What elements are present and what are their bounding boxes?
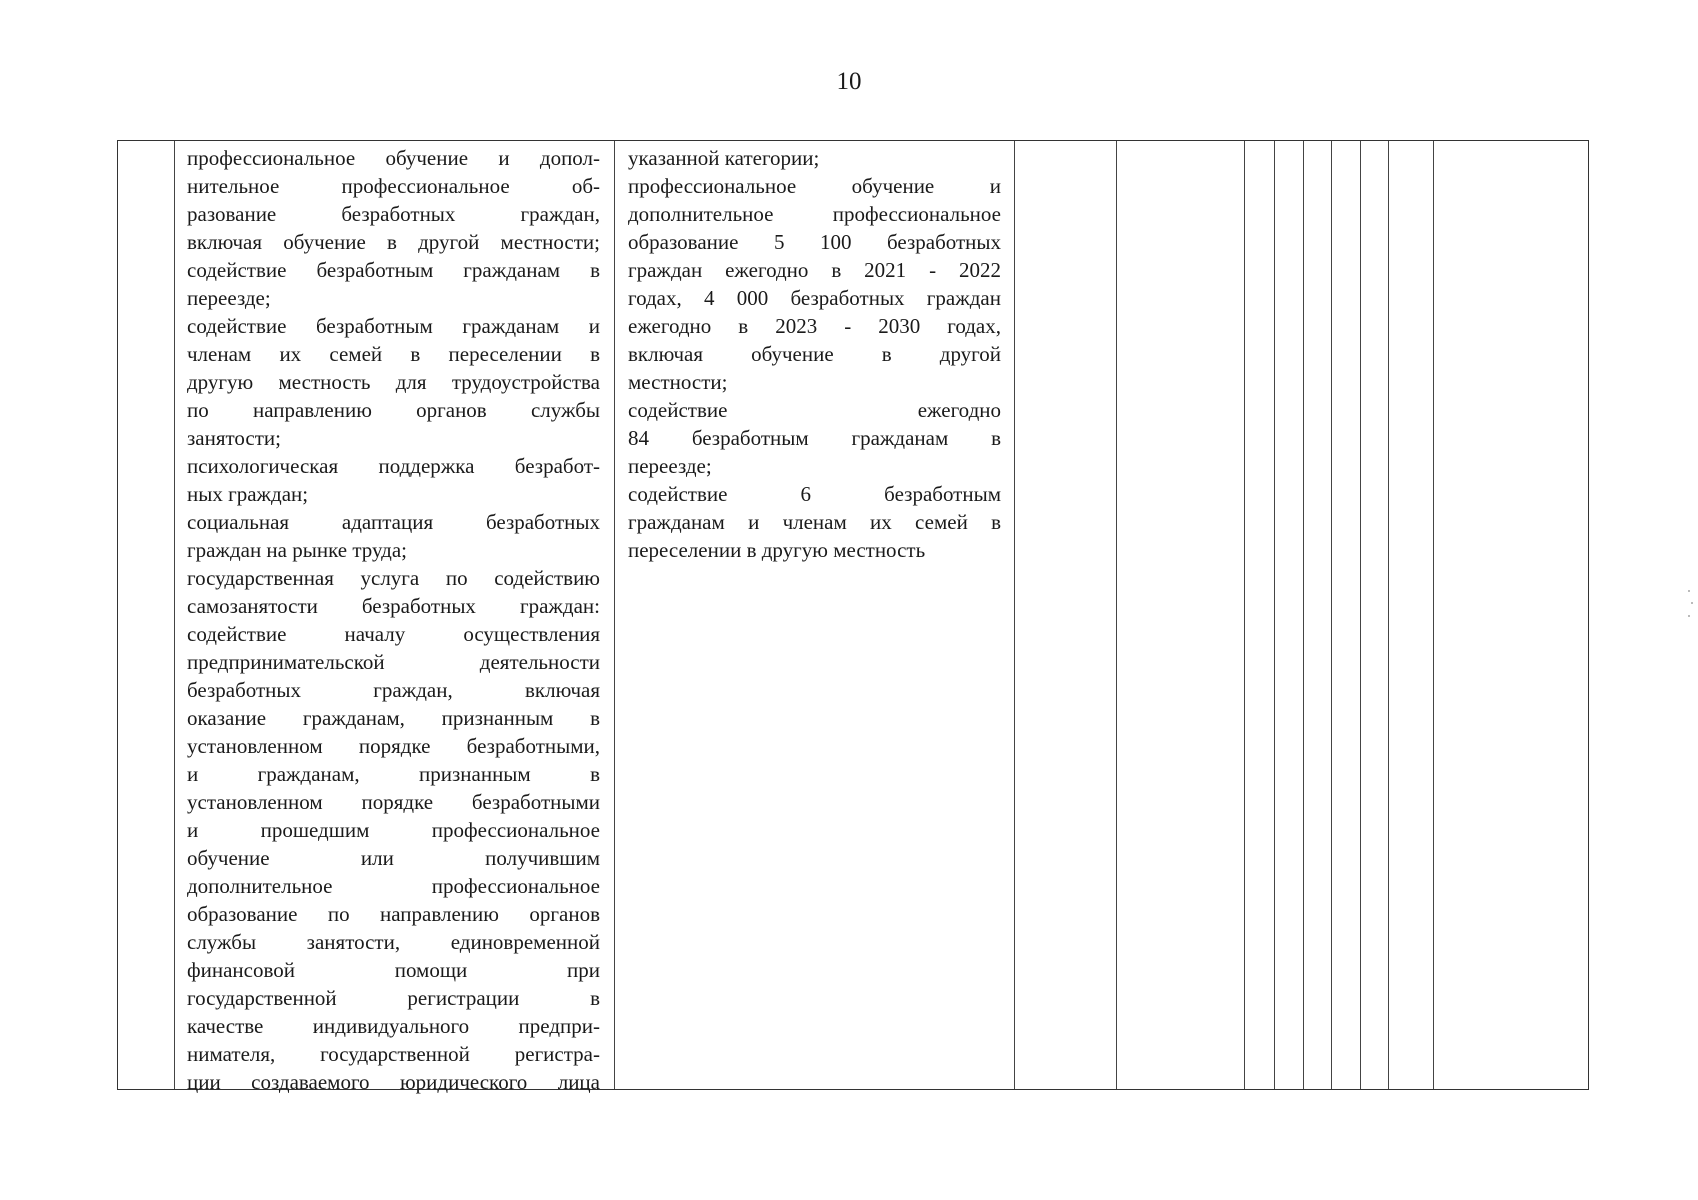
text-line: содействие началу осуществления xyxy=(187,622,600,646)
document-table xyxy=(117,140,1589,1094)
text-line: качестве индивидуального предпри- xyxy=(187,1014,600,1038)
text-line: предпринимательской деятельности xyxy=(187,650,600,674)
text-line: психологическая поддержка безработ- xyxy=(187,454,600,478)
text-line: оказание гражданам, признанным в xyxy=(187,706,600,730)
text-line: годах, 4 000 безработных граждан xyxy=(628,286,1001,310)
column-divider xyxy=(174,141,175,1089)
text-line: образование 5 100 безработных xyxy=(628,230,1001,254)
text-line: образование по направлению органов xyxy=(187,902,600,926)
text-line: переселении в другую местность xyxy=(628,538,926,562)
text-line: социальная адаптация безработных xyxy=(187,510,600,534)
text-line: содействие 6 безработным xyxy=(628,482,1001,506)
text-line: переезде; xyxy=(628,454,712,478)
text-line: включая обучение в другой местности; xyxy=(187,230,600,254)
scan-speck xyxy=(1691,602,1693,604)
column-divider xyxy=(1331,141,1332,1089)
column-divider xyxy=(1244,141,1245,1089)
text-line: дополнительное профессиональное xyxy=(187,874,600,898)
column-divider xyxy=(1116,141,1117,1089)
text-line: местности; xyxy=(628,370,728,394)
text-line: включая обучение в другой xyxy=(628,342,1001,366)
text-line: установленном порядке безработными xyxy=(187,790,600,814)
text-line: ежегодно в 2023 - 2030 годах, xyxy=(628,314,1001,338)
column-divider xyxy=(1388,141,1389,1089)
text-line: государственная услуга по содействию xyxy=(187,566,600,590)
text-line: дополнительное профессиональное xyxy=(628,202,1001,226)
text-line: гражданам и членам их семей в xyxy=(628,510,1001,534)
text-line: нимателя, государственной регистра- xyxy=(187,1042,600,1066)
measures-cell xyxy=(187,144,600,1096)
text-line: государственной регистрации в xyxy=(187,986,600,1010)
column-divider xyxy=(1014,141,1015,1089)
text-line: и прошедшим профессиональное xyxy=(187,818,600,842)
targets-cell xyxy=(628,144,1001,564)
text-line: службы занятости, единовременной xyxy=(187,930,600,954)
text-line: безработных граждан, включая xyxy=(187,678,600,702)
column-divider xyxy=(1303,141,1304,1089)
text-line: обучение или получившим xyxy=(187,846,600,870)
text-line: содействие безработным гражданам в xyxy=(187,258,600,282)
text-line: установленном порядке безработными, xyxy=(187,734,600,758)
text-line: профессиональное обучение и xyxy=(628,174,1001,198)
text-line: по направлению органов службы xyxy=(187,398,600,422)
text-line: разование безработных граждан, xyxy=(187,202,600,226)
text-line: 84 безработным гражданам в xyxy=(628,426,1001,450)
text-line: профессиональное обучение и допол- xyxy=(187,146,600,170)
text-line: другую местность для трудоустройства xyxy=(187,370,600,394)
text-line: и гражданам, признанным в xyxy=(187,762,600,786)
text-line: самозанятости безработных граждан: xyxy=(187,594,600,618)
scan-speck xyxy=(1688,590,1690,592)
scan-speck xyxy=(1688,615,1690,617)
text-line: членам их семей в переселении в xyxy=(187,342,600,366)
text-line: содействие ежегодно xyxy=(628,398,1001,422)
column-divider xyxy=(1433,141,1434,1089)
text-line: указанной категории; xyxy=(628,146,820,170)
text-line: нительное профессиональное об- xyxy=(187,174,600,198)
text-line: переезде; xyxy=(187,286,271,310)
text-line: содействие безработным гражданам и xyxy=(187,314,600,338)
column-divider xyxy=(1274,141,1275,1089)
column-divider xyxy=(614,141,615,1089)
text-line: финансовой помощи при xyxy=(187,958,600,982)
text-line: занятости; xyxy=(187,426,282,450)
text-line: ных граждан; xyxy=(187,482,309,506)
text-line: ции создаваемого юридического лица xyxy=(187,1070,600,1094)
column-divider xyxy=(1360,141,1361,1089)
text-line: граждан на рынке труда; xyxy=(187,538,408,562)
text-line: граждан ежегодно в 2021 - 2022 xyxy=(628,258,1001,282)
page-number: 10 xyxy=(836,68,862,95)
